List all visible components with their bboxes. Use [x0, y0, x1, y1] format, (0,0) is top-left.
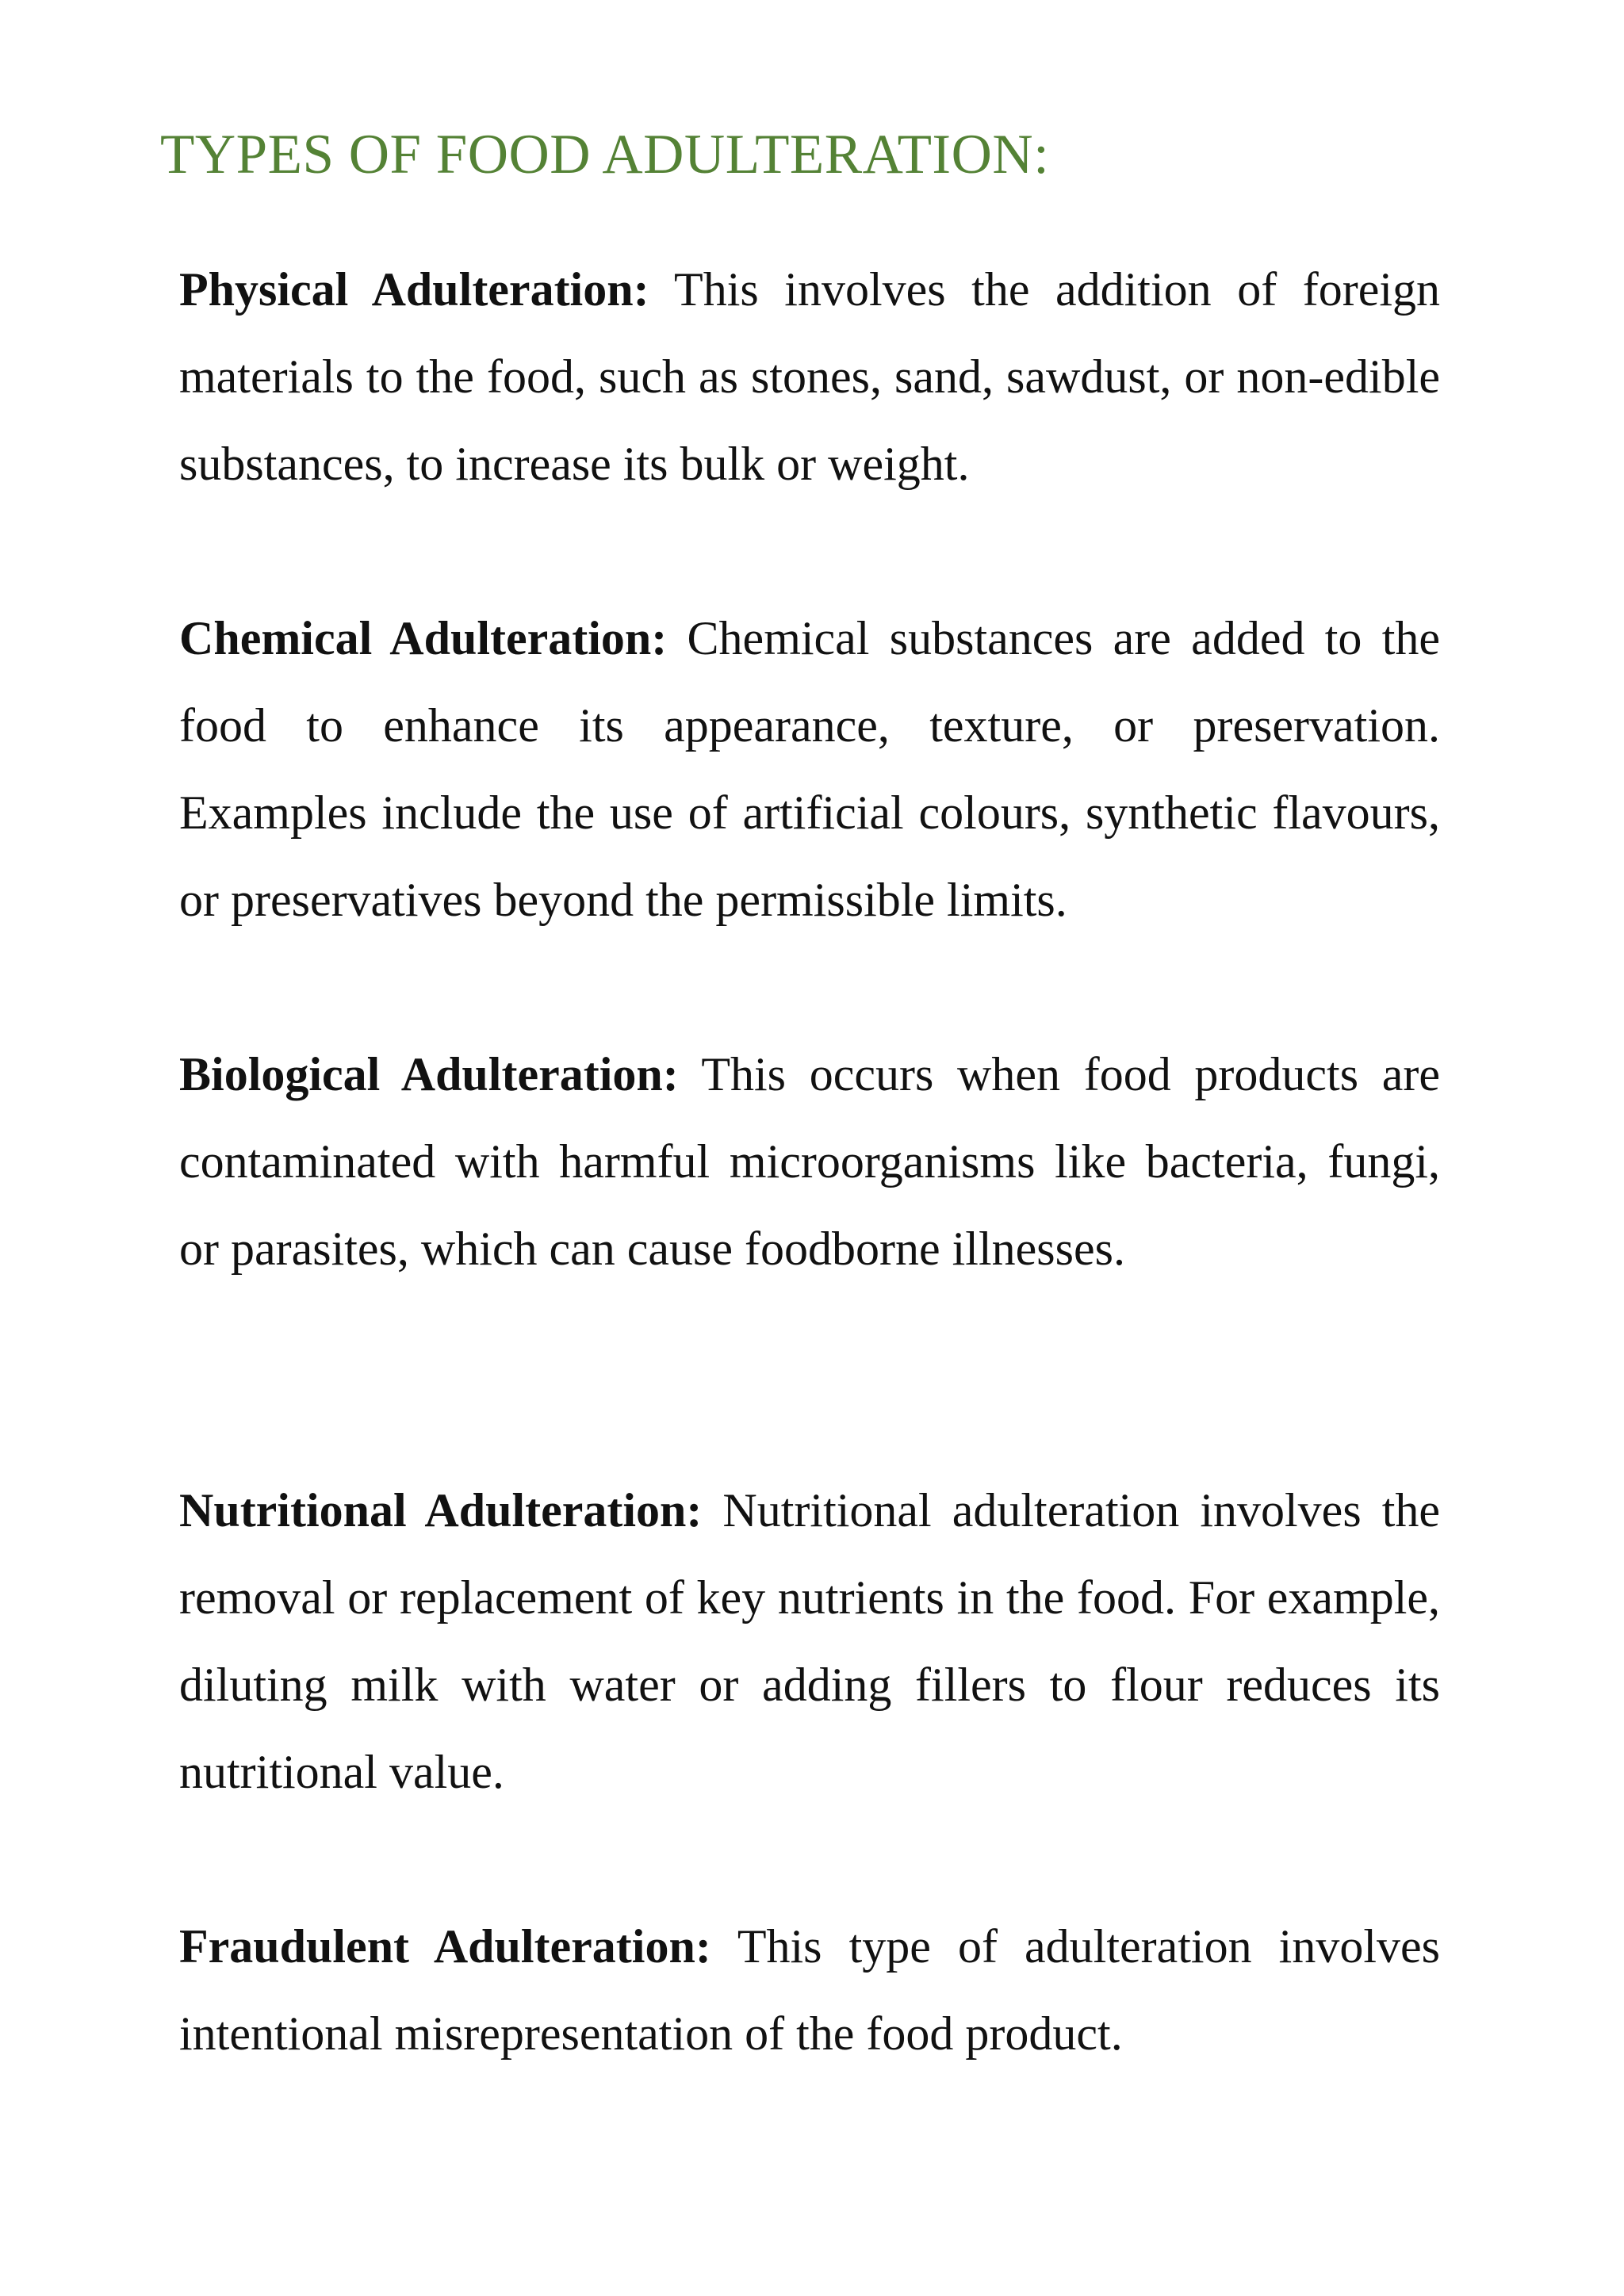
paragraph-physical-adulteration [179, 246, 1440, 507]
paragraph-term: Nutritional Adulteration: [179, 1484, 703, 1536]
paragraph [179, 246, 1440, 507]
paragraph-chemical-adulteration [179, 595, 1440, 943]
paragraph-nutritional-adulteration [179, 1467, 1440, 1816]
paragraph-term: Fraudulent Adulteration: [179, 1920, 711, 1973]
paragraph-fraudulent-adulteration [179, 1903, 1440, 2077]
paragraph [179, 1467, 1440, 1816]
paragraph-text: This occurs when food products are contaminated with harmful microorganisms like bacteria, fungi, or parasites, which can cause foodborne illnesses. [179, 1048, 1440, 1275]
section-heading: TYPES OF FOOD ADULTERATION: [160, 124, 1050, 186]
paragraph-term: Physical Adulteration: [179, 263, 649, 316]
paragraph [179, 595, 1440, 943]
paragraph-text: This type of adulteration involves intentional misrepresentation of the food product. [179, 1920, 1440, 2060]
paragraph-term: Chemical Adulteration: [179, 612, 668, 664]
paragraph-term: Biological Adulteration: [179, 1048, 679, 1100]
paragraph-text: Chemical substances are added to the food to enhance its appearance, texture, or preservation. Examples include the use of artificial colours, synthetic flavours, or preservatives beyond the permissible limits. [179, 612, 1440, 926]
paragraph [179, 1903, 1440, 2077]
paragraph-text: Nutritional adulteration involves the removal or replacement of key nutrients in the food. For example, diluting milk with water or adding fillers to flour reduces its nutritional value. [179, 1484, 1441, 1798]
paragraph-biological-adulteration [179, 1031, 1440, 1292]
paragraph-text: This involves the addition of foreign materials to the food, such as stones, sand, sawdust, or non-edible substances, to increase its bulk or weight. [179, 263, 1441, 490]
paragraph [179, 1031, 1440, 1292]
